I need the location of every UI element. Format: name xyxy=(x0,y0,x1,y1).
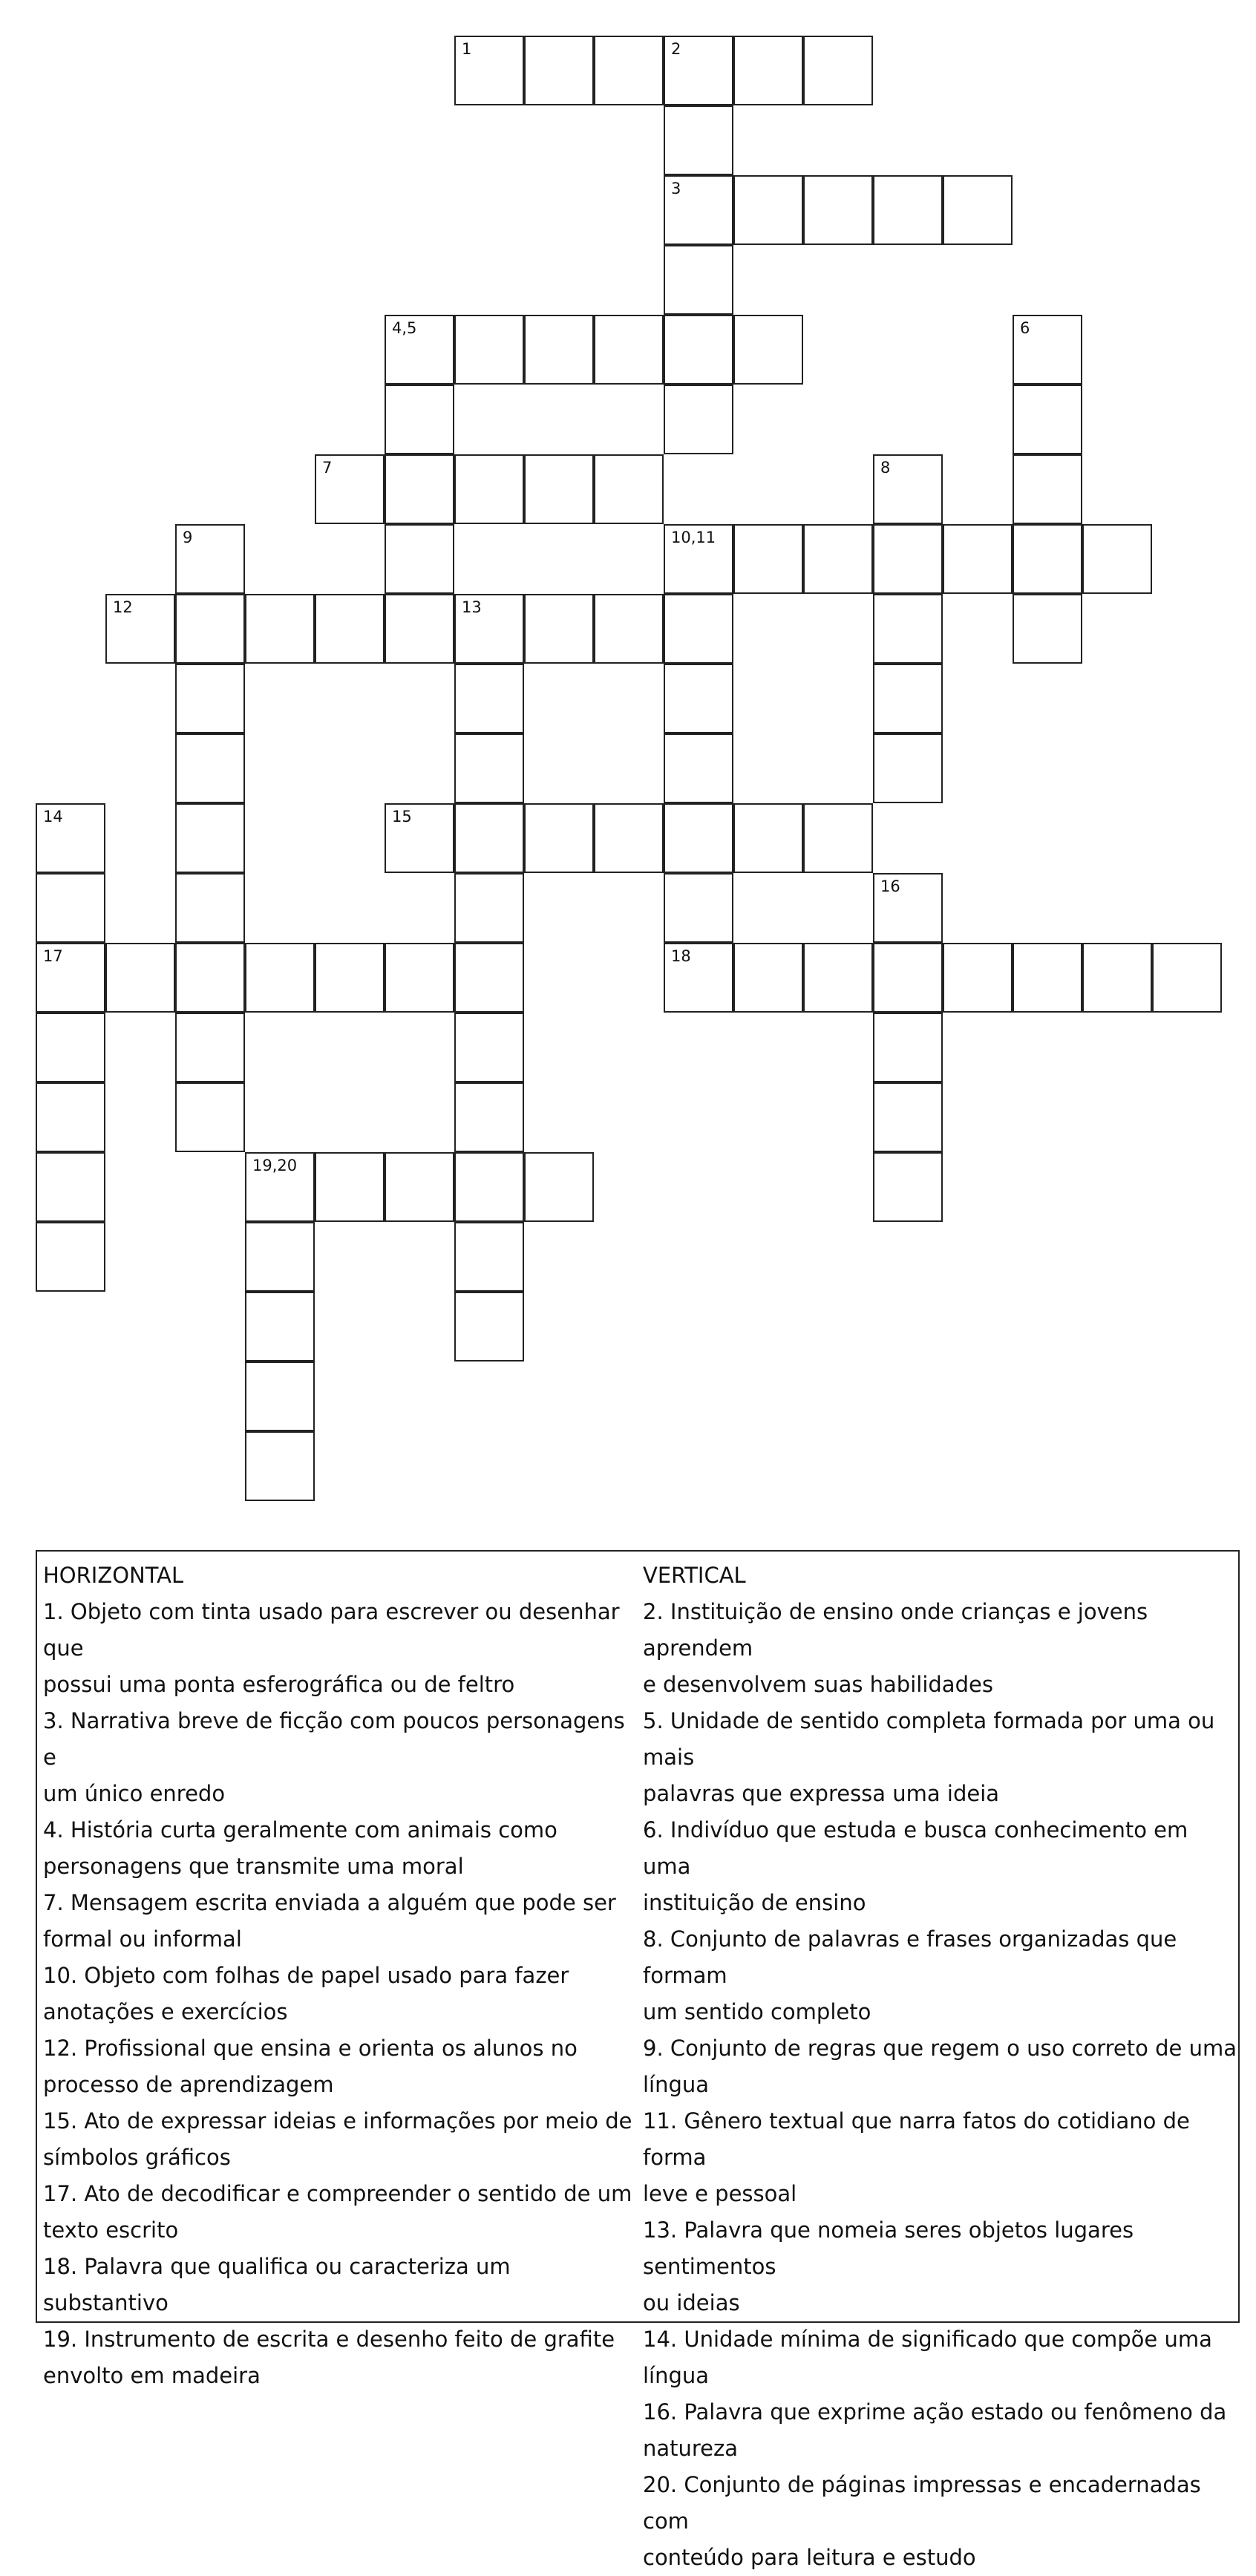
clue-number: 17 xyxy=(43,947,63,965)
grid-cell[interactable] xyxy=(594,315,664,385)
grid-cell[interactable] xyxy=(873,594,943,664)
clue-line: um único enredo xyxy=(43,1781,226,1806)
grid-cell[interactable] xyxy=(175,1082,245,1152)
grid-cell[interactable] xyxy=(245,943,315,1013)
grid-cell[interactable] xyxy=(454,1222,524,1292)
clue-number: 6 xyxy=(1020,319,1030,337)
grid-cell[interactable] xyxy=(873,873,943,943)
grid-cell[interactable] xyxy=(733,803,803,873)
grid-cell[interactable] xyxy=(175,664,245,733)
grid-cell[interactable] xyxy=(175,873,245,943)
grid-cell[interactable] xyxy=(664,385,733,454)
grid-cell[interactable] xyxy=(385,454,454,524)
grid-cell[interactable] xyxy=(385,803,454,873)
grid-cell[interactable] xyxy=(873,943,943,1013)
clue-line: 5. Unidade de sentido completa formada por uma ou mais xyxy=(643,1708,1215,1770)
grid-cell[interactable] xyxy=(385,594,454,664)
grid-cell[interactable] xyxy=(733,315,803,385)
clue-number: 18 xyxy=(671,947,691,965)
clue-line: 4. História curta geralmente com animais como xyxy=(43,1817,557,1843)
grid-cell[interactable] xyxy=(454,315,524,385)
grid-cell[interactable] xyxy=(594,803,664,873)
grid-cell[interactable] xyxy=(454,1152,524,1222)
clues-box xyxy=(36,1550,1240,2570)
clue-line: 3. Narrativa breve de ficção com poucos personagens e xyxy=(43,1708,625,1770)
grid-cell[interactable] xyxy=(524,36,594,105)
grid-cell[interactable] xyxy=(664,36,733,105)
clue-number: 8 xyxy=(880,459,891,477)
grid-cell[interactable] xyxy=(175,733,245,803)
clue-line: 2. Instituição de ensino onde crianças e jovens aprendem xyxy=(643,1599,1148,1661)
grid-cell[interactable] xyxy=(385,385,454,454)
clue-number: 2 xyxy=(671,40,681,58)
clue-number: 3 xyxy=(671,180,681,197)
grid-cell[interactable] xyxy=(664,105,733,175)
grid-cell[interactable] xyxy=(175,1013,245,1082)
grid-cell[interactable] xyxy=(315,594,385,664)
grid-cell[interactable] xyxy=(454,664,524,733)
grid-cell[interactable] xyxy=(36,873,105,943)
grid-cell[interactable] xyxy=(943,943,1013,1013)
clue-line: texto escrito xyxy=(43,2217,179,2243)
clue-line: 16. Palavra que exprime ação estado ou fenômeno da xyxy=(643,2399,1227,2425)
grid-cell[interactable] xyxy=(943,524,1013,594)
clue-line: 9. Conjunto de regras que regem o uso correto de uma xyxy=(643,2036,1237,2061)
clue-line: 15. Ato de expressar ideias e informações por meio de xyxy=(43,2108,632,2134)
clue-number: 9 xyxy=(183,529,193,546)
grid-cell[interactable] xyxy=(803,943,873,1013)
grid-cell[interactable] xyxy=(454,1082,524,1152)
grid-cell[interactable] xyxy=(105,594,175,664)
clue-number: 4,5 xyxy=(392,319,417,337)
grid-cell[interactable] xyxy=(454,594,524,664)
clue-line: 11. Gênero textual que narra fatos do cotidiano de forma xyxy=(643,2108,1190,2170)
grid-cell[interactable] xyxy=(245,1152,315,1222)
grid-cell[interactable] xyxy=(664,594,733,664)
grid-cell[interactable] xyxy=(1013,594,1082,664)
grid-cell[interactable] xyxy=(1152,943,1222,1013)
grid-cell[interactable] xyxy=(315,943,385,1013)
grid-cell[interactable] xyxy=(803,803,873,873)
grid-cell[interactable] xyxy=(524,454,594,524)
horizontal-title: HORIZONTAL xyxy=(43,1563,184,1588)
clue-line: 17. Ato de decodificar e compreender o sentido de um xyxy=(43,2181,632,2206)
grid-cell[interactable] xyxy=(594,454,664,524)
grid-cell[interactable] xyxy=(36,1222,105,1292)
grid-cell[interactable] xyxy=(385,315,454,385)
grid-cell[interactable] xyxy=(245,1431,315,1501)
grid-cell[interactable] xyxy=(36,803,105,873)
grid-cell[interactable] xyxy=(524,315,594,385)
clue-line: e desenvolvem suas habilidades xyxy=(643,1672,993,1697)
grid-cell[interactable] xyxy=(594,36,664,105)
clue-line: 19. Instrumento de escrita e desenho feito de grafite xyxy=(43,2327,615,2352)
grid-cell[interactable] xyxy=(664,803,733,873)
grid-cell[interactable] xyxy=(873,524,943,594)
clue-line: processo de aprendizagem xyxy=(43,2072,334,2097)
grid-cell[interactable] xyxy=(524,803,594,873)
grid-cell[interactable] xyxy=(315,454,385,524)
grid-cell[interactable] xyxy=(664,733,733,803)
grid-cell[interactable] xyxy=(664,873,733,943)
clue-line: anotações e exercícios xyxy=(43,1999,288,2024)
grid-cell[interactable] xyxy=(1013,454,1082,524)
grid-cell[interactable] xyxy=(245,594,315,664)
grid-cell[interactable] xyxy=(1013,315,1082,385)
clue-number: 13 xyxy=(462,598,482,616)
clue-line: ou ideias xyxy=(643,2290,740,2315)
clue-line: 14. Unidade mínima de significado que compõe uma língua xyxy=(643,2327,1212,2388)
clue-line: leve e pessoal xyxy=(643,2181,797,2206)
vertical-clues xyxy=(643,1557,1237,2576)
clue-line: 20. Conjunto de páginas impressas e encadernadas com xyxy=(643,2472,1201,2534)
grid-cell[interactable] xyxy=(733,175,803,245)
grid-cell[interactable] xyxy=(454,733,524,803)
grid-cell[interactable] xyxy=(733,943,803,1013)
grid-cell[interactable] xyxy=(1013,943,1082,1013)
grid-cell[interactable] xyxy=(36,943,105,1013)
grid-cell[interactable] xyxy=(873,1082,943,1152)
grid-cell[interactable] xyxy=(454,1013,524,1082)
clue-number: 15 xyxy=(392,808,412,826)
grid-cell[interactable] xyxy=(385,1152,454,1222)
clue-number: 19,20 xyxy=(252,1157,298,1174)
grid-cell[interactable] xyxy=(524,594,594,664)
grid-cell[interactable] xyxy=(803,175,873,245)
grid-cell[interactable] xyxy=(385,943,454,1013)
clue-line: formal ou informal xyxy=(43,1926,242,1952)
grid-cell[interactable] xyxy=(315,1152,385,1222)
grid-cell[interactable] xyxy=(873,175,943,245)
grid-cell[interactable] xyxy=(245,1222,315,1292)
clue-line: natureza xyxy=(643,2436,739,2461)
grid-cell[interactable] xyxy=(454,803,524,873)
grid-cell[interactable] xyxy=(733,524,803,594)
clue-line: envolto em madeira xyxy=(43,2363,261,2388)
grid-cell[interactable] xyxy=(175,803,245,873)
grid-cell[interactable] xyxy=(873,1152,943,1222)
clue-line: 18. Palavra que qualifica ou caracteriza um substantivo xyxy=(43,2254,511,2315)
grid-cell[interactable] xyxy=(1013,524,1082,594)
grid-cell[interactable] xyxy=(803,36,873,105)
grid-cell[interactable] xyxy=(943,175,1013,245)
grid-cell[interactable] xyxy=(664,943,733,1013)
vertical-title: VERTICAL xyxy=(643,1563,746,1588)
clue-line: instituição de ensino xyxy=(643,1890,866,1915)
grid-cell[interactable] xyxy=(873,1013,943,1082)
grid-cell[interactable] xyxy=(1013,385,1082,454)
clue-line: conteúdo para leitura e estudo xyxy=(643,2545,976,2570)
clue-number: 1 xyxy=(462,40,472,58)
horizontal-clues xyxy=(43,1557,637,2394)
grid-cell[interactable] xyxy=(524,1152,594,1222)
clue-line: 1. Objeto com tinta usado para escrever ou desenhar que xyxy=(43,1599,620,1661)
grid-cell[interactable] xyxy=(664,524,733,594)
grid-cell[interactable] xyxy=(873,733,943,803)
grid-cell[interactable] xyxy=(36,1013,105,1082)
grid-cell[interactable] xyxy=(664,245,733,315)
grid-cell[interactable] xyxy=(175,524,245,594)
grid-cell[interactable] xyxy=(803,524,873,594)
grid-cell[interactable] xyxy=(873,454,943,524)
clue-number: 10,11 xyxy=(671,529,716,546)
grid-cell[interactable] xyxy=(245,1361,315,1431)
grid-cell[interactable] xyxy=(664,315,733,385)
clue-number: 12 xyxy=(113,598,133,616)
clue-line: personagens que transmite uma moral xyxy=(43,1854,464,1879)
grid-cell[interactable] xyxy=(36,1152,105,1222)
grid-cell[interactable] xyxy=(105,943,175,1013)
grid-cell[interactable] xyxy=(454,1292,524,1361)
grid-cell[interactable] xyxy=(664,664,733,733)
grid-cell[interactable] xyxy=(245,1292,315,1361)
grid-cell[interactable] xyxy=(664,175,733,245)
clue-line: palavras que expressa uma ideia xyxy=(643,1781,1000,1806)
grid-cell[interactable] xyxy=(1082,524,1152,594)
grid-cell[interactable] xyxy=(1082,943,1152,1013)
clue-line: 8. Conjunto de palavras e frases organizadas que formam xyxy=(643,1926,1177,1988)
clue-number: 16 xyxy=(880,877,900,895)
clue-line: língua xyxy=(643,2072,710,2097)
grid-cell[interactable] xyxy=(594,594,664,664)
grid-cell[interactable] xyxy=(175,943,245,1013)
clue-line: 7. Mensagem escrita enviada a alguém que pode ser xyxy=(43,1890,616,1915)
grid-cell[interactable] xyxy=(454,943,524,1013)
grid-cell[interactable] xyxy=(385,524,454,594)
clue-number: 7 xyxy=(322,459,333,477)
grid-cell[interactable] xyxy=(454,36,524,105)
clue-line: 6. Indivíduo que estuda e busca conhecimento em uma xyxy=(643,1817,1188,1879)
clue-line: símbolos gráficos xyxy=(43,2145,231,2170)
clue-line: 13. Palavra que nomeia seres objetos lugares sentimentos xyxy=(643,2217,1134,2279)
grid-cell[interactable] xyxy=(454,454,524,524)
clue-line: 10. Objeto com folhas de papel usado para fazer xyxy=(43,1963,569,1988)
clue-line: um sentido completo xyxy=(643,1999,871,2024)
grid-cell[interactable] xyxy=(175,594,245,664)
grid-cell[interactable] xyxy=(733,36,803,105)
grid-cell[interactable] xyxy=(873,664,943,733)
clue-line: 12. Profissional que ensina e orienta os alunos no xyxy=(43,2036,578,2061)
grid-cell[interactable] xyxy=(36,1082,105,1152)
clue-line: possui uma ponta esferográfica ou de feltro xyxy=(43,1672,515,1697)
clue-number: 14 xyxy=(43,808,63,826)
grid-cell[interactable] xyxy=(454,873,524,943)
